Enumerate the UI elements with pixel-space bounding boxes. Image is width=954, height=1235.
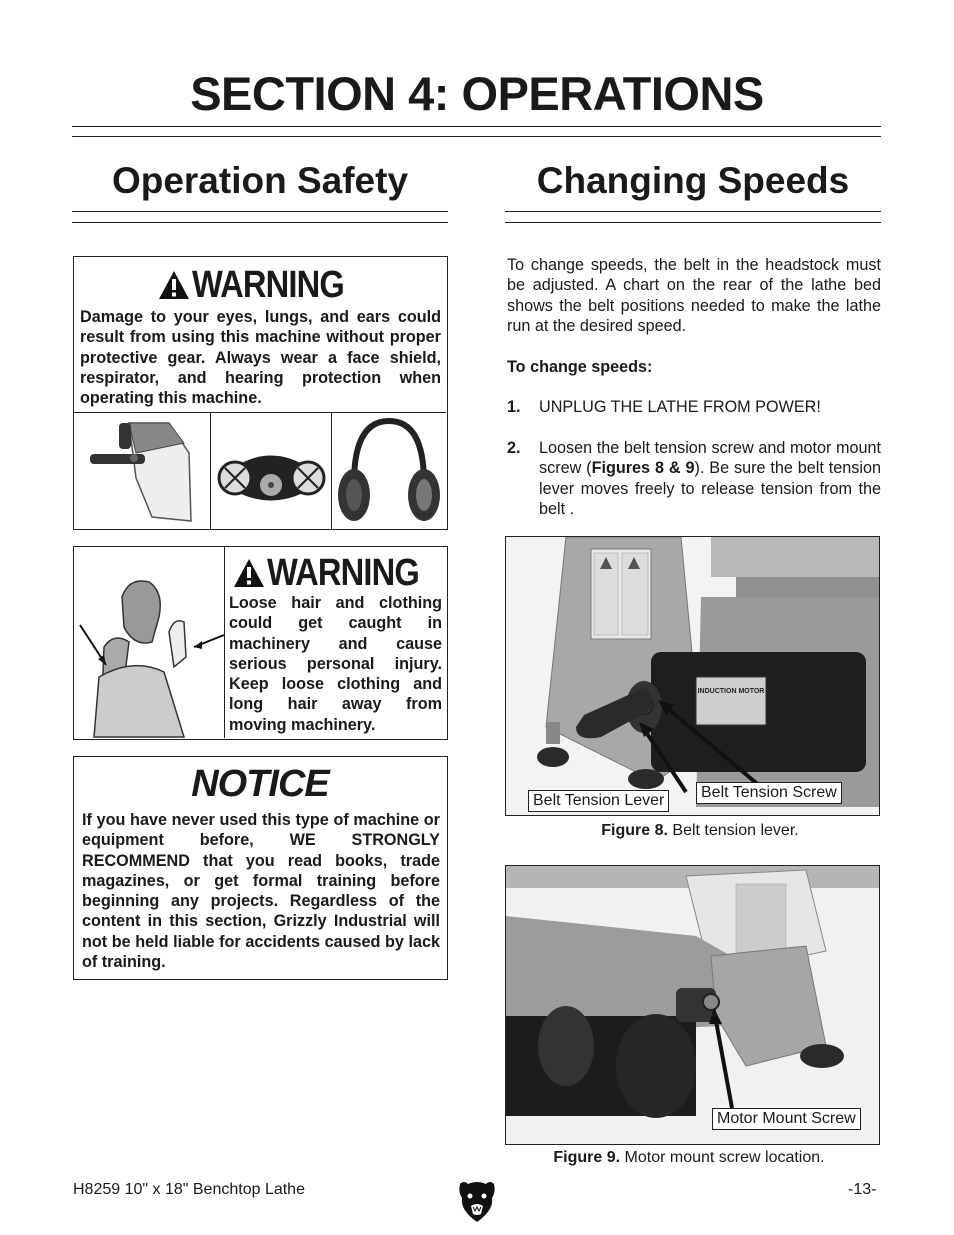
notice-text-strong: WE STRONGLY RECOMMEND <box>82 831 440 870</box>
left-title-rule-top <box>72 211 448 212</box>
step-1-text: UNPLUG THE LATHE FROM POWER! <box>539 398 821 416</box>
warning-heading: WARNING <box>191 263 344 306</box>
label-belt-tension-screw: Belt Tension Screw <box>696 782 842 804</box>
woman-hair-icon <box>74 547 225 738</box>
lathe-belt-tension-illustration <box>506 537 879 815</box>
lathe-motor-mount-illustration <box>506 866 879 1144</box>
right-title-rule-bottom <box>505 222 881 223</box>
warning-triangle-icon <box>158 270 190 300</box>
motor-plate-label: INDUCTION MOTOR <box>697 688 765 695</box>
speeds-intro: To change speeds, the belt in the headstock must be adjusted. A chart on the rear of the lathe bed shows the belt positions needed to make the lathe run at the desired speed. <box>507 256 881 335</box>
respirator-icon <box>211 413 332 529</box>
warning-header <box>225 547 446 593</box>
face-shield-icon <box>74 413 211 529</box>
notice-text-b: that you read books, trade magazines, or get formal training before beginning any projects. Regardless of the content in this section, Grizzly Industrial will not be held liable for accidents caused by lack of training. <box>82 851 440 972</box>
loose-hair-image <box>74 547 225 738</box>
figure-8-photo <box>505 536 880 816</box>
warning-text: Damage to your eyes, lungs, and ears could result from using this machine without proper protective gear. Always wear a face shield, respirator, and hearing protection when operating this machine. <box>80 308 441 408</box>
header-rule-top <box>72 126 881 127</box>
warning-triangle-icon <box>233 558 265 588</box>
label-motor-mount-screw: Motor Mount Screw <box>712 1108 861 1130</box>
step-2-text-b: ). Be sure the belt tension lever moves freely to release tension from the belt . <box>539 459 881 518</box>
right-title-rule-top <box>505 211 881 212</box>
figure-8-caption-bold: Figure 8. <box>601 822 668 839</box>
protective-gear-images <box>74 412 446 529</box>
label-belt-tension-lever: Belt Tension Lever <box>528 790 669 812</box>
ear-muffs-icon <box>332 413 446 529</box>
ear-muffs-image <box>332 413 446 529</box>
notice-box <box>73 756 448 980</box>
figure-9-photo <box>505 865 880 1145</box>
respirator-image <box>211 413 332 529</box>
section-title: SECTION 4: OPERATIONS <box>190 67 764 120</box>
step-2-text-a: Loosen the belt tension screw and motor mount screw ( <box>539 439 881 478</box>
warning-header <box>74 257 447 307</box>
grizzly-bear-logo <box>456 1178 498 1224</box>
speeds-subhead: To change speeds: <box>507 358 653 376</box>
warning-box-protective-gear <box>73 256 448 530</box>
warning-box-loose-hair <box>73 546 448 740</box>
figure-9-caption <box>505 1149 873 1167</box>
warning-heading: WARNING <box>266 551 419 594</box>
header-rule-bottom <box>72 136 881 137</box>
notice-text <box>82 810 440 972</box>
notice-text-a: If you have never used this type of machine or equipment before, <box>82 811 440 850</box>
figure-9-caption-bold: Figure 9. <box>553 1149 621 1166</box>
bear-head-icon <box>456 1178 498 1224</box>
warning2-content <box>225 547 446 735</box>
step-2-text-bold: Figures 8 & 9 <box>591 459 695 478</box>
warning-text: Loose hair and clothing could get caught in machinery and cause serious personal injury. Keep loose clothing and long hair away from moving machinery. <box>229 594 442 734</box>
footer-model: H8259 10" x 18" Benchtop Lathe <box>73 1181 305 1198</box>
figure-9-caption-text: Motor mount screw location. <box>620 1149 825 1166</box>
step-2-number: 2. <box>507 439 521 457</box>
step-2-text <box>539 438 881 519</box>
step-1-number: 1. <box>507 398 521 416</box>
left-title-rule-bottom <box>72 222 448 223</box>
operation-safety-title: Operation Safety <box>111 160 409 201</box>
figure-8-caption-text: Belt tension lever. <box>667 822 799 839</box>
footer-page-number: -13- <box>848 1181 877 1198</box>
notice-heading: NOTICE <box>191 763 329 805</box>
figure-8-caption <box>505 822 895 840</box>
face-shield-image <box>74 413 211 529</box>
changing-speeds-title: Changing Speeds <box>536 160 850 201</box>
